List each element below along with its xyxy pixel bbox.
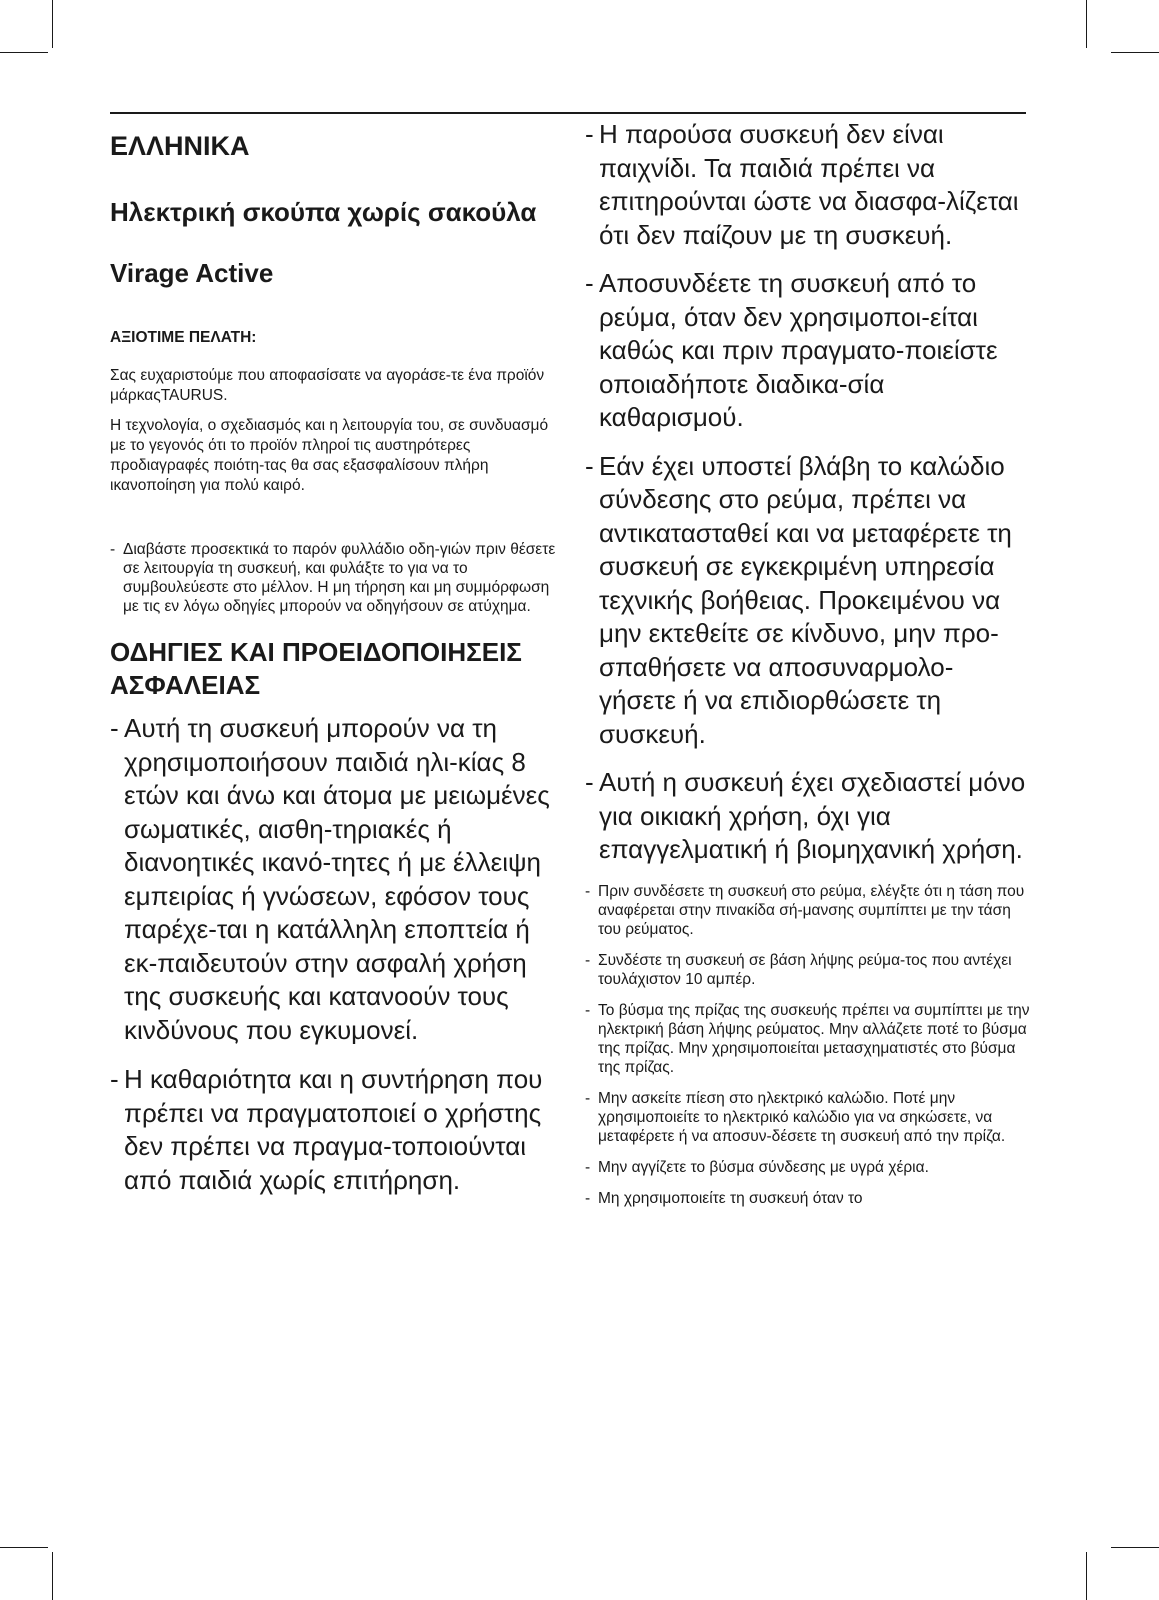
intro-paragraph: Σας ευχαριστούμε που αποφασίσατε να αγοράσε-τε ένα προϊόν μάρκαςTAURUS.: [110, 367, 545, 404]
safety-small-item: - Μη χρησιμοποιείτε τη συσκευή όταν το: [585, 1189, 1030, 1208]
safety-item: - Αυτή η συσκευή έχει σχεδιαστεί μόνο για οικιακή χρήση, όχι για επαγγελματική ή βιομηχανική χρήση.: [585, 766, 1030, 867]
safety-heading: ΟΔΗΓΙΕΣ ΚΑΙ ΠΡΟΕΙΔΟΠΟΙΗΣΕΙΣ ΑΣΦΑΛΕΙΑΣ: [110, 637, 522, 700]
safety-small-list: [585, 882, 1030, 1208]
product-title: Ηλεκτρική σκούπα χωρίς σακούλα: [110, 197, 537, 227]
crop-mark: [1111, 52, 1159, 53]
safety-small-item: - Μην ασκείτε πίεση στο ηλεκτρικό καλώδιο. Ποτέ μην χρησιμοποιείτε το ηλεκτρικό καλώδιο για να σηκώσετε, να μεταφέρετε ή να αποσυν-δέσετε τη συσκευή από την πρίζα.: [585, 1089, 1030, 1146]
safety-small-item: - Συνδέστε τη συσκευή σε βάση λήψης ρεύμα-τος που αντέχει τουλάχιστον 10 αμπέρ.: [585, 951, 1030, 989]
crop-mark: [0, 1547, 48, 1548]
safety-item: - Αυτή τη συσκευή μπορούν να τη χρησιμοποιήσουν παιδιά ηλι-κίας 8 ετών και άνω και άτομα με μειωμένες σωματικές, αισθη-τηριακές ή διανοητικές ικανό-τητες ή με έλλειψη εμπειρίας ή γνώσεων, εφόσον τους παρέχε-ται η κατάλληλη εποπτεία ή εκ-παιδευτούν στην ασφαλή χρήση της συσκευής και κατανοούν τους κινδύνους που εγκυμονεί.: [110, 712, 560, 1047]
safety-item: - Αποσυνδέετε τη συσκευή από το ρεύμα, όταν δεν χρησιμοποι-είται καθώς και πριν πραγματο-ποιείστε οποιαδήποτε διαδικα-σία καθαρισμού.: [585, 267, 1030, 435]
intro-paragraph: Η τεχνολογία, ο σχεδιασμός και η λειτουργία του, σε συνδυασμό με το γεγονός ότι το προϊόν πληροί τις αυστηρότερες προδιαγραφές ποιότη-τας θα σας εξασφαλίσουν πλήρη ικανοποίηση για πολύ καιρό.: [110, 417, 549, 494]
crop-mark: [52, 0, 53, 48]
safety-item: - Η παρούσα συσκευή δεν είναι παιχνίδι. Τα παιδιά πρέπει να επιτηρούνται ώστε να διασφα-λίζεται ότι δεν παίζουν με τη συσκευή.: [585, 118, 1030, 252]
safety-list-right: [585, 118, 1030, 867]
crop-mark: [1111, 1547, 1159, 1548]
safety-list-left: [110, 712, 560, 1197]
crop-mark: [52, 1552, 53, 1600]
read-note: - Διαβάστε προσεκτικά το παρόν φυλλάδιο οδη-γιών πριν θέσετε σε λειτουργία τη συσκευή, και φυλάξτε το για να το συμβουλεύεστε στο μέλλον. Η μη τήρηση και μη συμμόρφωση με τις εν λόγω οδηγίες μπορούν να οδηγήσουν σε ατύχημα.: [110, 540, 560, 616]
crop-mark: [1086, 0, 1087, 48]
safety-item: - Εάν έχει υποστεί βλάβη το καλώδιο σύνδεσης στο ρεύμα, πρέπει να αντικατασταθεί και να μεταφέρετε τη συσκευή σε εγκεκριμένη υπηρεσία τεχνικής βοήθειας. Προκειμένου να μην εκτεθείτε σε κίνδυνο, μην προ-σπαθήσετε να αποσυναρμολο-γήσετε ή να επιδιορθώσετε τη συσκευή.: [585, 450, 1030, 752]
read-note-list: [110, 540, 560, 616]
crop-mark: [1086, 1552, 1087, 1600]
safety-small-item: - Πριν συνδέσετε τη συσκευή στο ρεύμα, ελέγξτε ότι η τάση που αναφέρεται στην πινακίδα σή-μανσης συμπίπτει με την τάση του ρεύματος.: [585, 882, 1030, 939]
safety-small-item: - Το βύσμα της πρίζας της συσκευής πρέπει να συμπίπτει με την ηλεκτρική βάση λήψης ρεύματος. Μην αλλάζετε ποτέ το βύσμα της πρίζας. Μην χρησιμοποιείται μετασχηματιστές στο βύσμα της πρίζας.: [585, 1001, 1030, 1077]
safety-small-item: - Μην αγγίζετε το βύσμα σύνδεσης με υγρά χέρια.: [585, 1158, 1030, 1177]
language-heading: ΕΛΛΗΝΙΚΑ: [110, 131, 250, 161]
safety-item: - Η καθαριότητα και η συντήρηση που πρέπει να πραγματοποιεί ο χρήστης δεν πρέπει να πραγμα-τοποιούνται από παιδιά χωρίς επιτήρηση.: [110, 1063, 560, 1197]
right-column: [585, 118, 1030, 1220]
product-model: Virage Active: [110, 258, 274, 288]
left-column: [110, 118, 560, 1213]
top-rule: [110, 112, 1026, 114]
crop-mark: [0, 52, 48, 53]
dear-customer-heading: ΑΞΙΟΤΙΜΕ ΠΕΛΑΤΗ:: [110, 329, 257, 346]
